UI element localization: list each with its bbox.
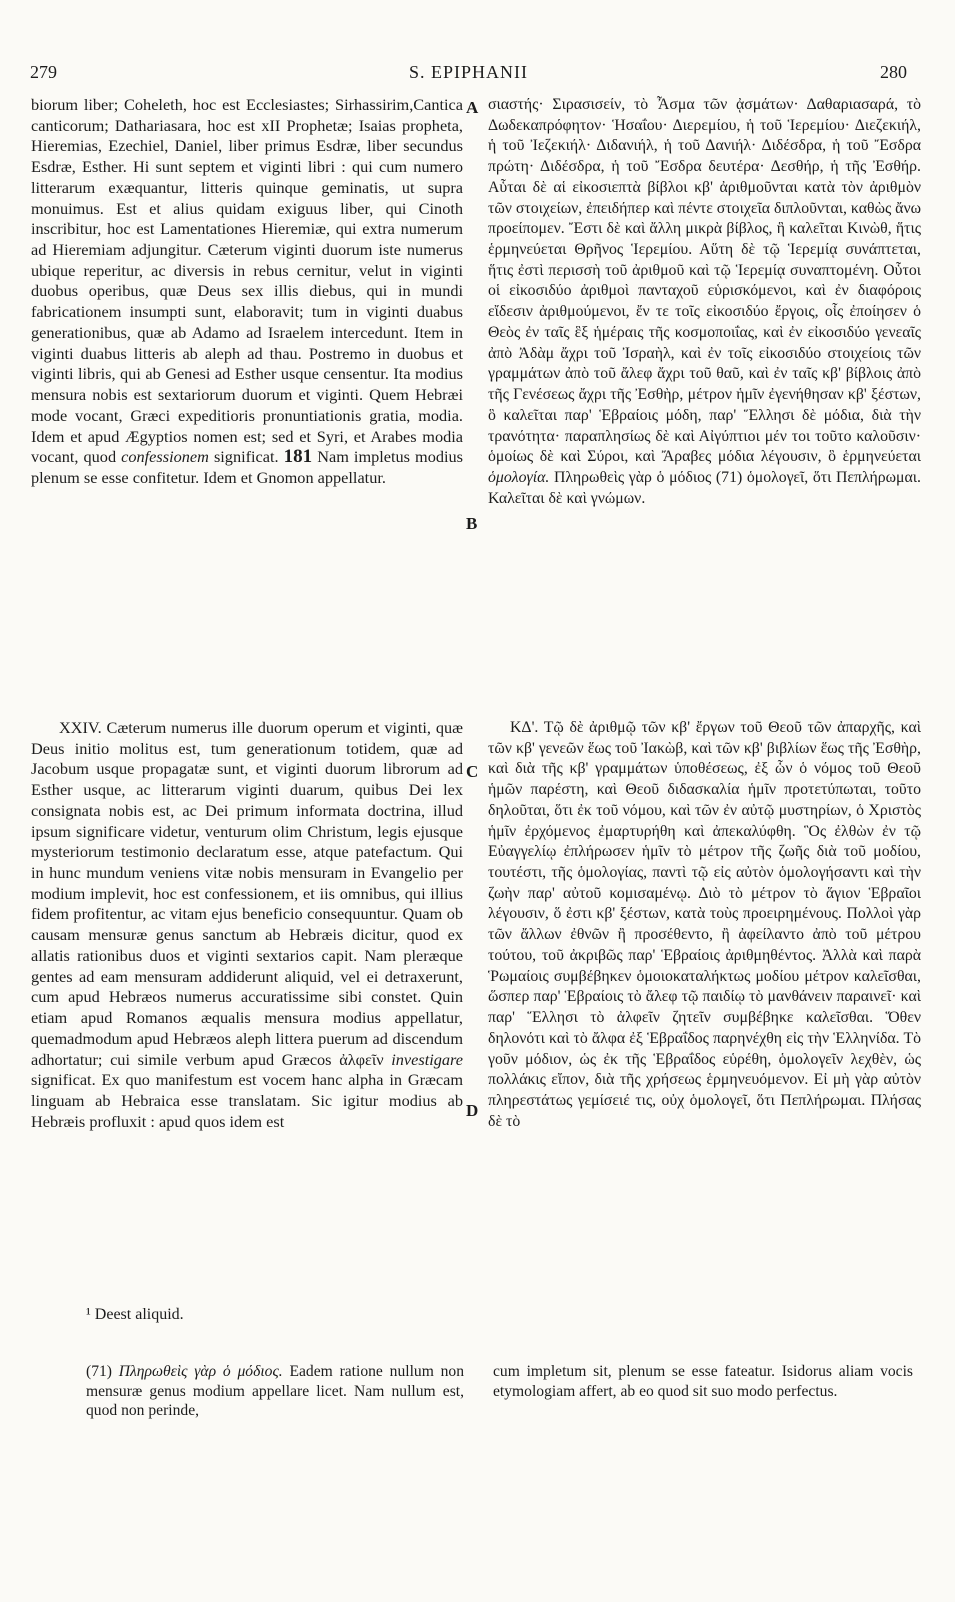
greek-text: σιαστής· Σιρασισείν, τὸ Ἆσμα τῶν ᾀσμάτων· Δαθαριασαρά, τὸ Δωδεκαπρόφητον· Ἡσαΐου· Διερεμίου, ἡ τοῦ Ἱερεμίου· Διεζεκιήλ, ἡ τοῦ Ἰεζεκιήλ· Διδανιήλ, ἡ τοῦ Δανιήλ· Διδέσδρα, ἡ τοῦ Ἔσδρα πρώτη· Διδέσδρα, ἡ τοῦ Ἔσδρα δευτέρα· Δεσθήρ, ἡ τῆς Ἐσθήρ. Αὗται δὲ αἱ εἰκοσιεπτὰ βίβλοι κβ' ἀριθμοῦνται κατὰ τὸν ἀριθμὸν τῶν στοιχείων, ἐπειδήπερ καὶ πέντε στοιχεῖα διπλοῦνται, καθὼς ἄνω προείπομεν. Ἔστι δὲ καὶ ἄλλη μικρὰ βίβλος, ἣ καλεῖται Κινὼθ, ἥτις ἑρμηνεύεται Θρῆνος Ἱερεμίου. Αὕτη δὲ τῷ Ἱερεμίᾳ συνάπτεται, ἥτις ἐστὶ περισσὴ τοῦ ἀριθμοῦ καὶ τῷ Ἱερεμίᾳ συναπτομένη. Οὗτοι οἱ εἰκοσιδύο ἀριθμοὶ πανταχοῦ εὑρισκόμενοι, καὶ ἐν διαφόροις εἴδεσιν ἀριθμούμενοι, ἔν τε τοῖς εἰκοσιδύο ἔργοις, οἷς ἐποίησεν ὁ Θεὸς ἐν ταῖς ἓξ ἡμέραις τῆς κοσμοποιΐας, καὶ ἐν εἰκοσιδύο γενεαῖς ἀπὸ Ἀδὰμ ἄχρι τοῦ Ἰσραὴλ, καὶ ἐν τοῖς εἰκοσιδύο στοιχείοις τῶν γραμμάτων ἀπὸ τοῦ ἄλεφ ἄχρι τοῦ θαῦ, καὶ ἐν ταῖς κβ' βίβλοις ἀπὸ τῆς Γενέσεως ἄχρι τῆς Ἐσθὴρ, μέτρον ἡμῖν ἐγενήθησαν κβ' ξέστων, ὃ καλεῖται παρ' Ἑβραίοις μόδη, παρ' Ἕλλησι δὲ μόδια, διὰ τὴν τρανότητα· παραπλησίως δὲ καὶ Αἰγύπτιοι μέν τοι τοῦτο καλοῦσιν· ὁμοίως δὲ καὶ Σύροι, καὶ Ἄραβες μόδια λέγουσιν, ὃ ἑρμηνεύεται bbox=[488, 96, 921, 466]
left-page-number: 279 bbox=[30, 62, 57, 82]
latin-column-top bbox=[31, 95, 463, 489]
chapter-number: ΚΔ'. bbox=[510, 719, 539, 736]
footnote-greek: Πληρωθεὶς γὰρ ὁ μόδιος. bbox=[118, 1363, 283, 1380]
latin-text: biorum liber; Coheleth, hoc est Ecclesiastes; Sirhassirim,Cantica canticorum; Dathariasara, hoc est xII Prophetæ; Isaias propheta, Hieremias, Ezechiel, Daniel, liber primus Esdræ, liber secundus Esdræ, Esther. Hi sunt septem et viginti libri : qui cum numero litterarum exæquantur, litteris quinque geminatis, ut supra monuimus. Est et alius quidam exiguus liber, qui Cinoth inscribitur, hoc est Lamentationes Hieremiæ, qui extra numerum ad Hieremiam adjungitur. Cæterum viginti duorum iste numerus ubique reperitur, ac diversis in rebus cernitur, velut in viginti duobus operibus, quæ Deus sex illis diebus, qui in mundi fabricationem insumpti sunt, elaboravit; tum in viginti duabus generationibus, quæ ab Adamo ad Israelem intercedunt. Item in viginti duabus litteris ab aleph ad thau. Postremo in duobus et viginti libris, qui ab Genesi ad Esther usque censentur. Ita modius mensura nobis est sextariorum duorum et viginti. Quem Hebræi mode vocant, Græci expeditioris pronuntiationis gratia, modia. Idem et apud Ægyptios nomen est; sed et Syri, et Arabes modia vocant, quod bbox=[31, 95, 463, 467]
greek-word: ἀλφεῖν bbox=[339, 1049, 384, 1069]
greek-column-top bbox=[488, 95, 921, 509]
latin-emphasis: investigare bbox=[391, 1049, 463, 1069]
greek-text: Τῷ δὲ ἀριθμῷ τῶν κβ' ἔργων τοῦ Θεοῦ τῶν ἀπαρχῆς, καὶ τῶν κβ' γενεῶν ἕως τοῦ Ἰακὼβ, καὶ τῶν κβ' βιβλίων ἕως τῆς Ἐσθὴρ, καὶ διὰ τῆς κβ' γραμμάτων ὑποθέσεως, ἐξ ὧν ὁ νόμος τοῦ Θεοῦ ἡμῶν παρέστη, καὶ Θεοῦ διδασκαλία ἡμῖν προτετύπωται, τοῦτο δηλοῦται, ὅτι ἐκ τοῦ νόμου, καὶ τῶν ἐν αὐτῷ μυστηρίων, ὁ Χριστὸς ἡμῖν ἐρχόμενος ἐμαρτυρήθη καὶ ἀπεκαλύφθη. Ὃς ἐλθὼν ἐν τῷ Εὐαγγελίῳ ἐπλήρωσεν ἡμῖν τὸ μέτρον τῆς ζωῆς διὰ τοῦ μοδίου, τουτέστι, τῆς ὁμολογίας, παντὶ τῷ εἰς αὐτὸν ὁμολογήσαντι καὶ τὴν ζωὴν παρ' αὐτοῦ κομισαμένῳ. Διὸ τὸ μέτρον τὸ ἅγιον Ἑβραῖοι λέγουσιν, ὅ ἐστι κβ' ξέστων, κατὰ τοὺς προειρημένους. Πολλοὶ γὰρ τῶν ἄλλων ἐθνῶν ἢ προσέθεντο, ἢ ἀφείλαντο ἀπὸ τοῦ μέτρου τούτου, τοῦ ἀκριβῶς παρ' Ἑβραίοις ἀριθμηθέντος. Ἀλλὰ καὶ παρὰ Ῥωμαίοις συμβέβηκεν ὁμοιοκαταλήκτως μοδίου μέτρον καλεῖσθαι, ὥσπερ παρ' Ἑβραίοις τὸ ἄλεφ τῷ παιδίῳ τὸ μανθάνειν παραινεῖ· καὶ παρ' Ἕλλησι τὸ ἀλφεῖν ζητεῖν συμβέβηκε καλεῖσθαι. Ὅθεν δηλονότι καὶ τὸ ἄλφα ἐξ Ἑβραΐδος παρηνέχθη εἰς τὴν Ἑλληνίδα. Τὸ γοῦν μόδιον, ὡς ἐκ τῆς Ἑβραΐδος εὑρέθη, ὁμολογεῖν λεχθὲν, ὡς πολλάκις εἴπον, διὰ τῆς χρήσεως ἑρμηνευόμενον. Εἰ μὴ γὰρ αὐτὸν πληρεστάτως γεμίσειέ τις, οὐχ ὁμολογεῖ, ὅτι Πεπλήρωμαι. Πλήσας δὲ τὸ bbox=[488, 719, 921, 1130]
footnote-label: (71) bbox=[86, 1363, 112, 1380]
latin-emphasis: confessionem bbox=[121, 447, 209, 467]
right-page-number: 280 bbox=[880, 62, 907, 82]
greek-column-chapter bbox=[488, 718, 921, 1132]
footnote-text: Eadem ratione nullum non mensuræ genus modium appellare licet. Nam nullum est, quod non perinde, bbox=[86, 1363, 465, 1419]
chapter-number: XXIV. bbox=[59, 718, 102, 737]
greek-paragraph bbox=[488, 95, 921, 509]
footnote-71-left bbox=[86, 1362, 464, 1421]
footnote-71-right: cum impletum sit, plenum se esse fateatur. Isidorus aliam vocis etymologiam affert, ab eo quod sit suo modo perfectus. bbox=[493, 1363, 913, 1400]
latin-paragraph bbox=[31, 95, 463, 489]
page-header bbox=[30, 62, 907, 82]
latin-text: significat. Ex quo manifestum est vocem hanc alpha in Græcam linguam ab Hebraica esse translatam. Sic igitur modius ab Hebræis profluxit : apud quos idem est bbox=[31, 1070, 463, 1131]
running-title: S. EPIPHANII bbox=[408, 62, 528, 82]
margin-marker-a: A bbox=[466, 98, 479, 117]
margin-marker-b: B bbox=[466, 514, 478, 533]
greek-chapter-paragraph bbox=[488, 718, 921, 1132]
latin-text: significat. bbox=[213, 447, 279, 467]
greek-text: Πληρωθεὶς γὰρ ὁ μόδιος (71) ὁμολογεῖ, ὅτι Πεπλήρωμαι. Καλεῖται δὲ καὶ γνώμων. bbox=[488, 468, 922, 507]
margin-marker-c: C bbox=[466, 762, 479, 781]
latin-chapter-paragraph bbox=[31, 718, 463, 1132]
latin-text: Nam impletus modius plenum se esse confitetur. Idem et Gnomon appellatur. bbox=[31, 447, 463, 487]
section-number: 181 bbox=[283, 446, 313, 468]
greek-emphasis: ὁμολογία. bbox=[488, 468, 550, 486]
footnote-1: ¹ Deest aliquid. bbox=[86, 1306, 184, 1323]
margin-marker-d: D bbox=[466, 1101, 479, 1120]
latin-text: Cæterum numerus ille duorum operum et viginti, quæ Deus initio molitus est, tum generationum totidem, quæ ad Jacobum usque propagatæ sunt, et viginti duorum librorum ad Esther usque, ac litterarum viginti duarum, quibus Dei lex consignata nobis est, ac Dei primum informata doctrina, illud ipsum significare videtur, venturum olim Christum, legis ejusque mysteriorum testimonio declaratum esse, atque patefactum. Qui in hunc mundum veniens vitæ nobis mensuram in Evangelio per modium implevit, hoc est confessionem, et iis omnibus, qui illius fidem profitentur, ac vitam ejus beneficio consequuntur. Quam ob causam mensuræ genus sanctum ab Hebræis dicitur, quod ex allatis rationibus duos et viginti sextarios capit. Nam pleræque gentes ad eam mensuram addiderunt aliquid, vel ei detraxerunt, cum apud Hebræos numerus accuratissime sibi constet. Quin etiam apud Romanos æqualis mensura modius appellatur, quemadmodum apud Hebræos aleph littera puerum ad discendum adhortatur; cui simile verbum apud Græcos bbox=[31, 718, 463, 1069]
latin-column-chapter bbox=[31, 718, 463, 1132]
